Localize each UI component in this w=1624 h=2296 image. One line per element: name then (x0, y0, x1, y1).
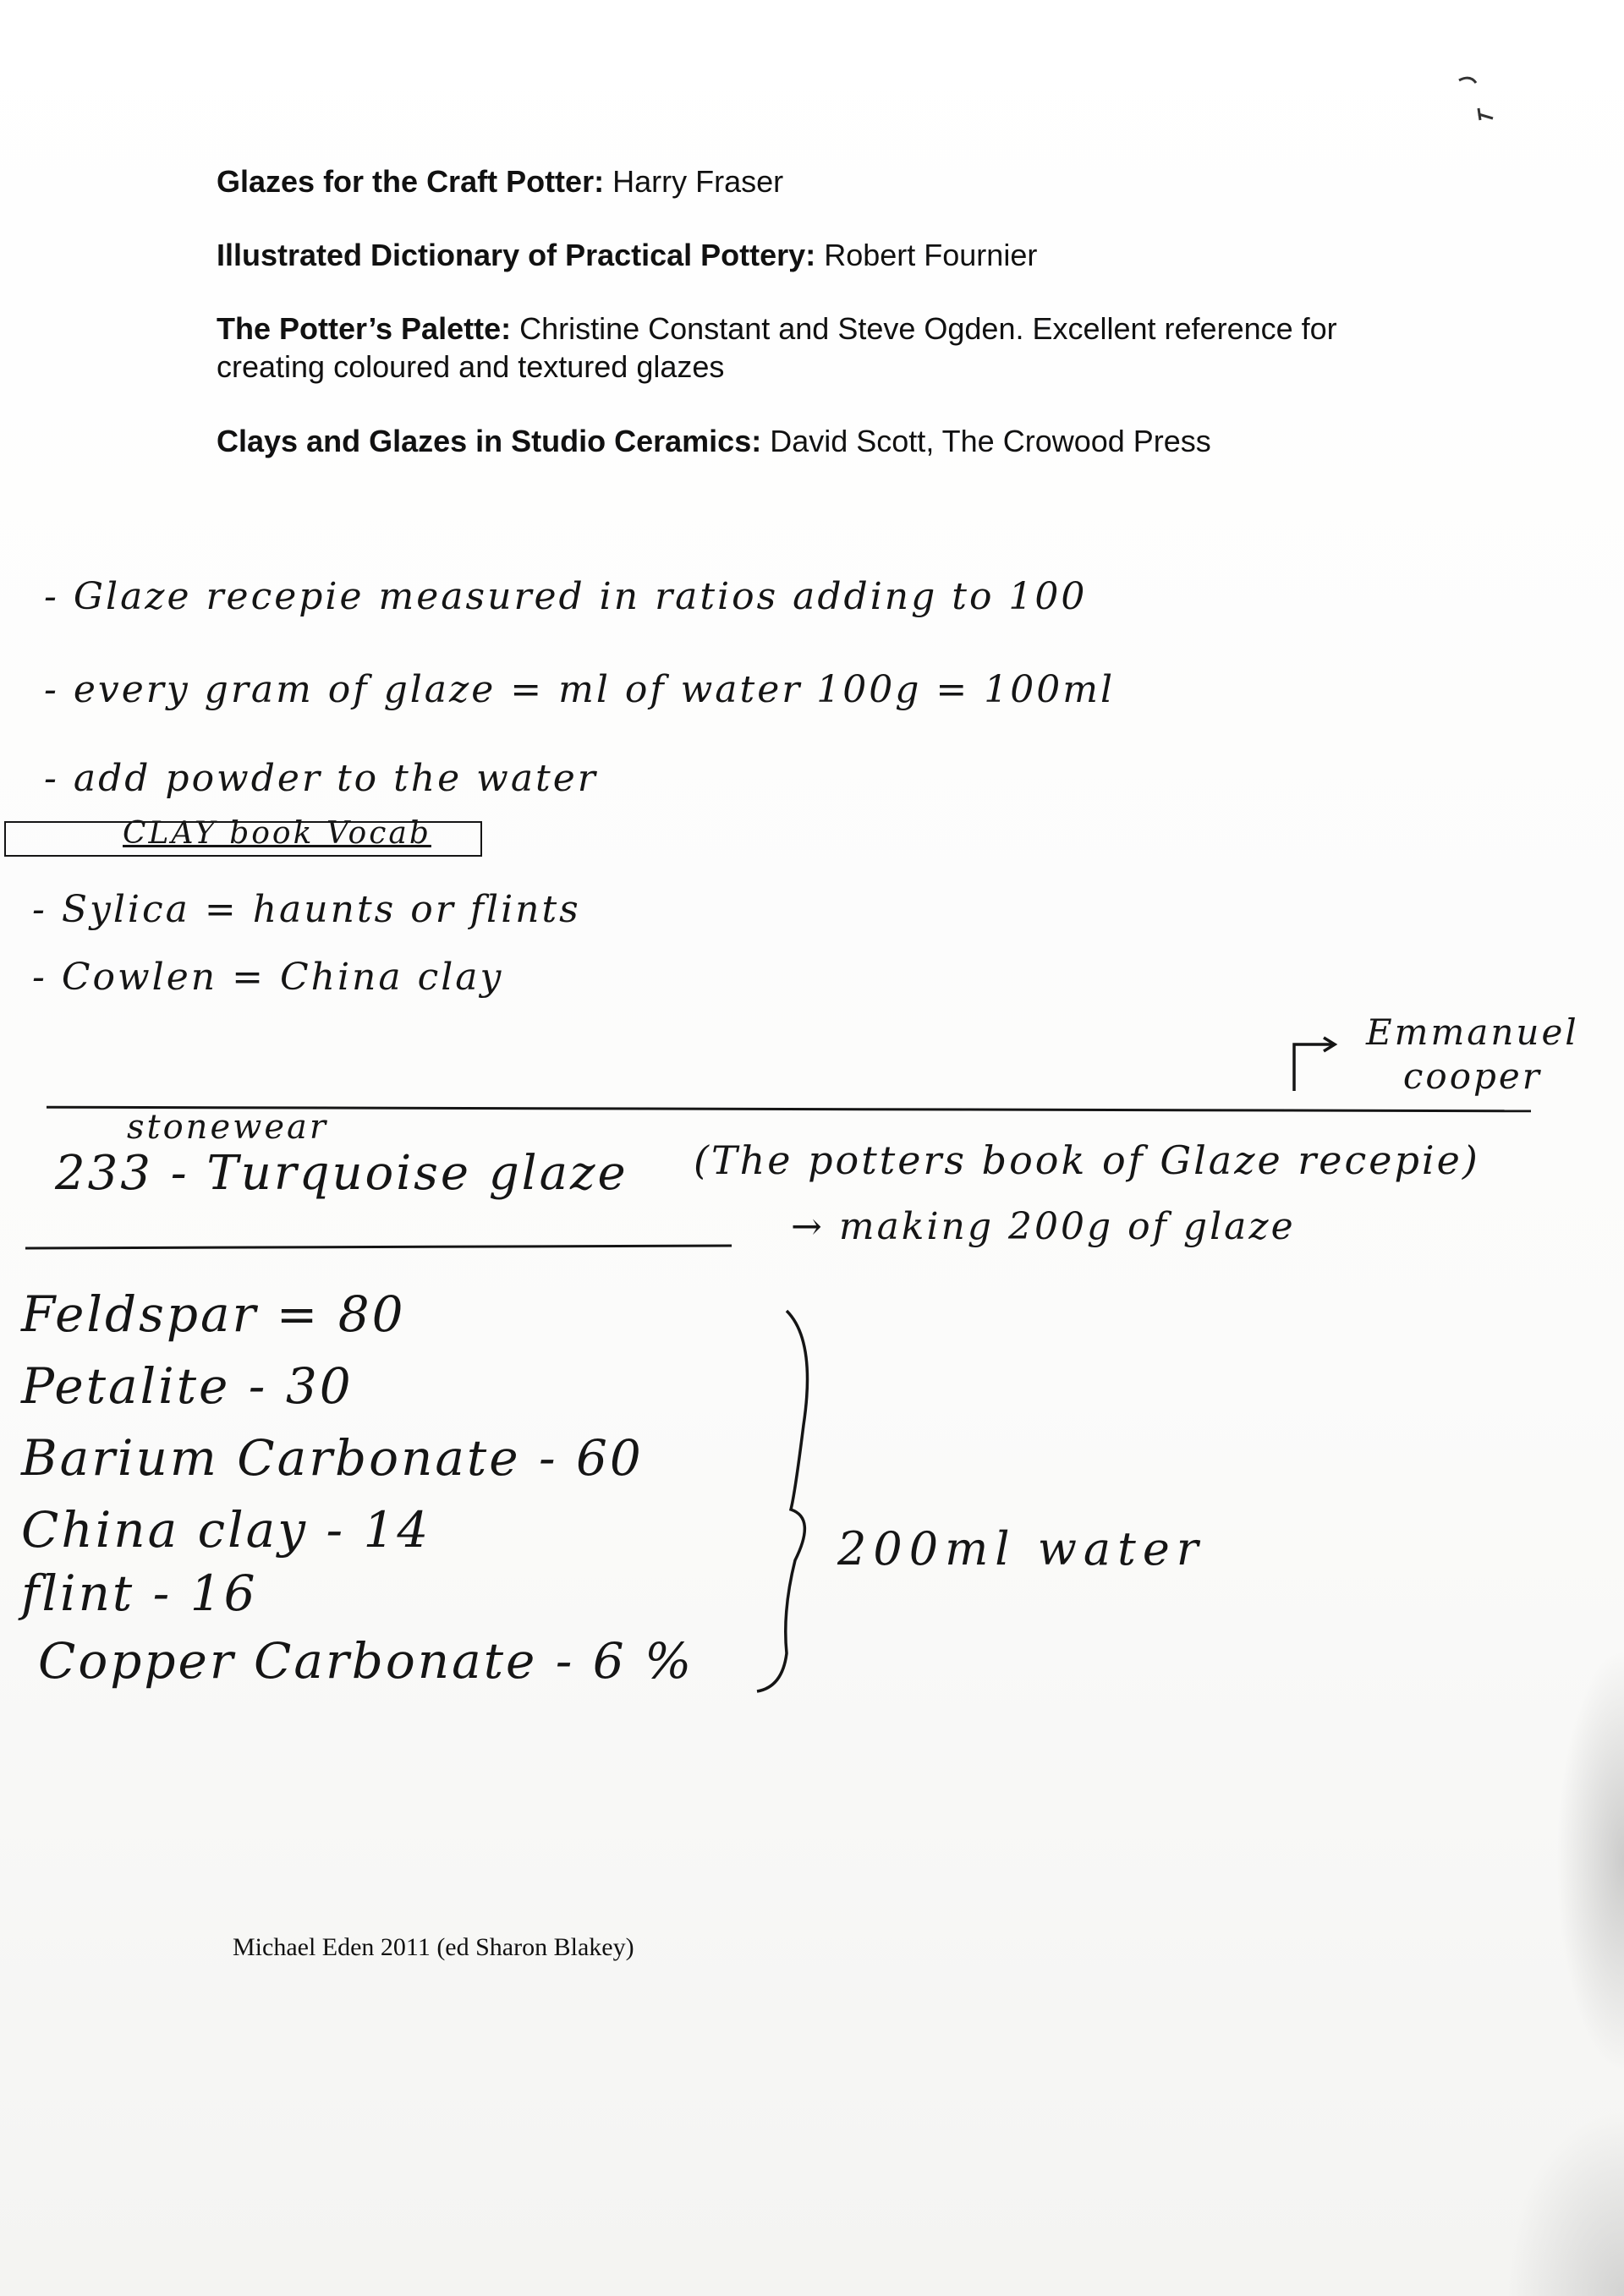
ingredient-line: Copper Carbonate - 6 % (38, 1632, 694, 1690)
vocab-heading: CLAY book Vocab (123, 816, 431, 851)
vocab-entry: - Sylica = haunts or flints (32, 888, 581, 931)
ingredient-line: flint - 16 (21, 1564, 258, 1622)
arrow-icon (1286, 1036, 1345, 1095)
handwritten-note: - add powder to the water (44, 757, 598, 800)
handwritten-note: - Glaze recepie measured in ratios adding to 100 (44, 575, 1088, 618)
reference-entry (217, 162, 1435, 200)
handwritten-note: - every gram of glaze = ml of water 100g = 100ml (44, 668, 1116, 711)
reference-detail: David Scott, The Crowood Press (770, 424, 1211, 458)
vocab-entry: - Cowlen = China clay (32, 956, 504, 999)
reference-detail: Christine Constant and Steve Ogden. Excellent reference for creating coloured and textured glazes (217, 311, 1337, 384)
ingredient-line: Barium Carbonate - 60 (21, 1429, 644, 1487)
water-note: 200ml water (837, 1522, 1205, 1575)
reference-entry (217, 310, 1435, 386)
corner-pen-mark (1455, 68, 1497, 127)
reference-title: Clays and Glazes in Studio Ceramics (217, 424, 752, 458)
reference-detail: Robert Fournier (824, 238, 1038, 272)
reference-entry (217, 422, 1435, 460)
footer-credit: Michael Eden 2011 (ed Sharon Blakey) (233, 1933, 634, 1961)
glaze-type: stonewear (127, 1108, 328, 1147)
reference-separator: : (751, 424, 762, 458)
reference-entry (217, 236, 1435, 274)
reference-detail: Harry Fraser (612, 164, 784, 199)
ingredient-line: Petalite - 30 (21, 1357, 354, 1415)
reference-separator: : (594, 164, 605, 199)
brace-icon (736, 1307, 829, 1696)
page-corner-shadow (1506, 2110, 1624, 2296)
divider-line (25, 1245, 732, 1250)
page-edge-shadow (1556, 1649, 1624, 2072)
author-note: Emmanuel cooper (1366, 1011, 1579, 1097)
ingredient-line: China clay - 14 (21, 1501, 431, 1559)
ingredient-line: Feldspar = 80 (21, 1285, 406, 1343)
glaze-quantity: → making 200g of glaze (791, 1205, 1296, 1248)
reference-separator: : (805, 238, 816, 272)
glaze-source: (The potters book of Glaze recepie) (694, 1137, 1480, 1183)
reference-title: The Potter’s Palette (217, 311, 502, 346)
reference-title: Illustrated Dictionary of Practical Pottery (217, 238, 806, 272)
glaze-heading: 233 - Turquoise glaze (55, 1146, 628, 1201)
reference-title: Glazes for the Craft Potter (217, 164, 595, 199)
reference-separator: : (501, 311, 512, 346)
